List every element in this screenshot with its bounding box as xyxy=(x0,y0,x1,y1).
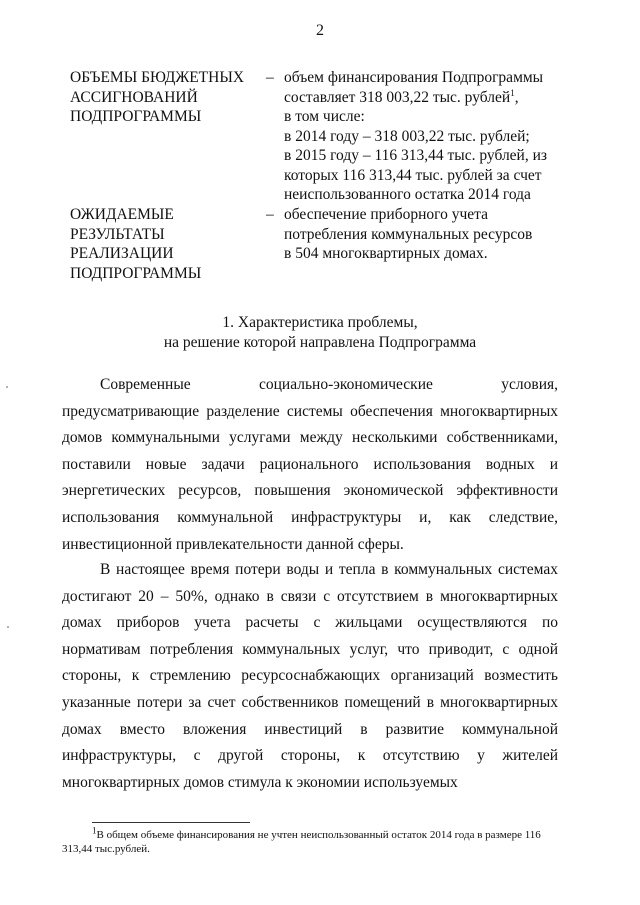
value-line: потребления коммунальных ресурсов xyxy=(284,225,533,243)
footnote xyxy=(62,825,552,856)
value-line: в 2014 году – 318 003,22 тыс. рублей; xyxy=(284,127,530,145)
footnote-mark: 1 xyxy=(510,87,515,98)
section-heading-line: 1. Характеристика проблемы, xyxy=(222,314,418,331)
footnote-text: В общем объеме финансирования не учтен неиспользованный остаток 2014 года в размере 116 313,44 тыс.рублей. xyxy=(62,829,541,855)
label-line: РЕАЛИЗАЦИИ xyxy=(70,245,174,262)
label-line: АССИГНОВАНИЙ xyxy=(70,88,198,106)
value-line-text: составляет 318 003,22 тыс. рублей xyxy=(284,88,511,106)
value-line: объем финансирования Подпрограммы xyxy=(284,69,544,86)
value-line: составляет 318 003,22 тыс. рублей$^1$, xyxy=(284,87,519,106)
value-line: в 2015 году – 116 313,44 тыс. рублей, из xyxy=(284,147,548,164)
body-paragraph: Современные социально-экономические условия, предусматривающие разделение системы обеспечения многоквартирных домов коммунальными услугами между несколькими собственниками, поставили новые задачи рационального использования водных и энергетических ресурсов, повышения экономической эффективности использования коммунальной инфраструктуры и, как следствие, инвестиционной привлекательности данной сферы. xyxy=(62,376,558,553)
label-line: ПОДПРОГРАММЫ xyxy=(70,108,202,125)
scan-speck xyxy=(7,626,9,628)
value-line: в 504 многоквартирных домах. xyxy=(284,245,488,262)
footnote-separator xyxy=(92,822,250,823)
passport-label-results xyxy=(70,205,260,283)
label-line: ОЖИДАЕМЫЕ xyxy=(70,206,174,223)
passport-label-budget xyxy=(70,68,260,127)
value-line: в том числе: xyxy=(284,108,365,125)
value-line: обеспечение приборного учета xyxy=(284,206,489,223)
passport-dash: – xyxy=(266,69,274,86)
value-line: неиспользованного остатка 2014 года xyxy=(284,186,531,203)
footnote-number: 1 xyxy=(92,825,97,836)
page-number: 2 xyxy=(316,22,324,39)
label-line: ПОДПРОГРАММЫ xyxy=(70,264,202,282)
section-heading xyxy=(0,313,640,352)
passport-dash: – xyxy=(266,206,274,223)
value-line: которых 116 313,44 тыс. рублей за счет xyxy=(284,166,542,184)
passport-value-budget xyxy=(284,68,557,205)
label-line: РЕЗУЛЬТАТЫ xyxy=(70,225,165,243)
body-paragraph: В настоящее время потери воды и тепла в коммунальных системах достигают 20 – 50%, однако в связи с отсутствием в многоквартирных домах приборов учета расчеты с жильцами осуществляются по нормативам потребления коммунальных услуг, что приводит, с одной стороны, к стремлению ресурсоснабжающих организаций возместить указанные потери за счет собственников помещений в многоквартирных домах вместо вложения инвестиций в развитие коммунальной инфраструктуры, с другой стороны, к отсутствию у жителей многоквартирных домов стимула к экономии используемых xyxy=(62,561,558,791)
passport-value-results xyxy=(284,205,557,264)
section-heading-line: на решение которой направлена Подпрограмма xyxy=(163,333,477,351)
label-line: ОБЪЕМЫ БЮДЖЕТНЫХ xyxy=(70,69,245,86)
scan-speck xyxy=(6,386,8,388)
